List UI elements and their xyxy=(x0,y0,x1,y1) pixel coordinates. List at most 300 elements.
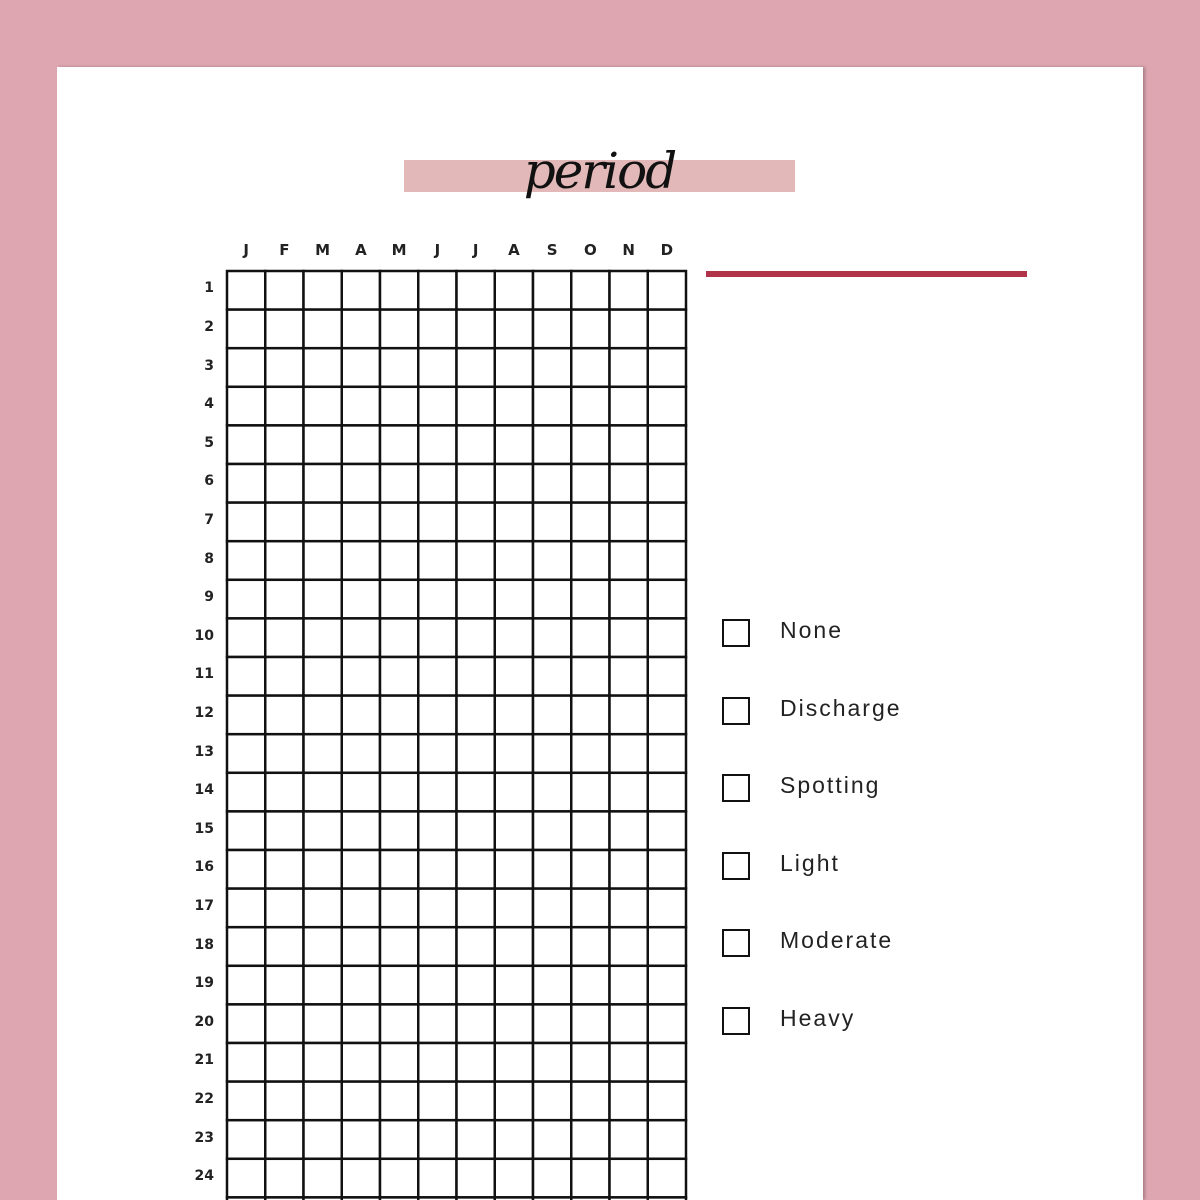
grid-cell[interactable] xyxy=(265,1004,303,1043)
grid-cell[interactable] xyxy=(304,271,342,310)
grid-cell[interactable] xyxy=(227,966,265,1005)
grid-cell[interactable] xyxy=(495,618,533,657)
grid-cell[interactable] xyxy=(571,811,609,850)
grid-cell[interactable] xyxy=(610,773,648,812)
grid-cell[interactable] xyxy=(495,1159,533,1198)
grid-cell[interactable] xyxy=(342,618,380,657)
grid-cell[interactable] xyxy=(495,387,533,426)
grid-cell[interactable] xyxy=(533,271,571,310)
grid-cell[interactable] xyxy=(533,580,571,619)
grid-cell[interactable] xyxy=(380,618,418,657)
grid-cell[interactable] xyxy=(457,696,495,735)
legend-checkbox[interactable] xyxy=(722,619,750,647)
grid-cell[interactable] xyxy=(648,850,686,889)
grid-cell[interactable] xyxy=(610,310,648,349)
grid-cell[interactable] xyxy=(457,271,495,310)
grid-cell[interactable] xyxy=(533,696,571,735)
grid-cell[interactable] xyxy=(304,387,342,426)
grid-cell[interactable] xyxy=(304,425,342,464)
grid-cell[interactable] xyxy=(304,1004,342,1043)
grid-cell[interactable] xyxy=(380,889,418,928)
grid-cell[interactable] xyxy=(380,696,418,735)
grid-cell[interactable] xyxy=(533,618,571,657)
grid-cell[interactable] xyxy=(648,696,686,735)
grid-cell[interactable] xyxy=(227,271,265,310)
grid-cell[interactable] xyxy=(571,1043,609,1082)
grid-cell[interactable] xyxy=(648,1120,686,1159)
grid-cell[interactable] xyxy=(342,1043,380,1082)
grid-cell[interactable] xyxy=(533,927,571,966)
grid-cell[interactable] xyxy=(418,580,456,619)
grid-cell[interactable] xyxy=(571,503,609,542)
grid-cell[interactable] xyxy=(457,1043,495,1082)
grid-cell[interactable] xyxy=(533,889,571,928)
grid-cell[interactable] xyxy=(265,1159,303,1198)
day-label: 4 xyxy=(204,396,214,413)
grid-cell[interactable] xyxy=(571,348,609,387)
grid-cell[interactable] xyxy=(495,1043,533,1082)
grid-cell[interactable] xyxy=(533,1004,571,1043)
grid-cell[interactable] xyxy=(227,850,265,889)
grid-cell[interactable] xyxy=(457,850,495,889)
grid-cell[interactable] xyxy=(457,1082,495,1121)
grid-cell[interactable] xyxy=(380,503,418,542)
grid-cell[interactable] xyxy=(380,541,418,580)
grid-cell[interactable] xyxy=(610,1159,648,1198)
grid-cell[interactable] xyxy=(418,541,456,580)
grid-cell[interactable] xyxy=(495,464,533,503)
grid-cell[interactable] xyxy=(418,464,456,503)
grid-cell[interactable] xyxy=(495,696,533,735)
grid-cell[interactable] xyxy=(648,310,686,349)
grid-cell[interactable] xyxy=(342,657,380,696)
grid-cell[interactable] xyxy=(610,889,648,928)
grid-cell[interactable] xyxy=(265,541,303,580)
grid-cell[interactable] xyxy=(265,580,303,619)
grid-cell[interactable] xyxy=(227,696,265,735)
grid-cell[interactable] xyxy=(610,1082,648,1121)
grid-cell[interactable] xyxy=(571,541,609,580)
grid-cell[interactable] xyxy=(265,271,303,310)
grid-cell[interactable] xyxy=(265,696,303,735)
grid-cell[interactable] xyxy=(648,1082,686,1121)
grid-cell[interactable] xyxy=(495,657,533,696)
grid-cell[interactable] xyxy=(227,657,265,696)
grid-cell[interactable] xyxy=(342,464,380,503)
grid-cell[interactable] xyxy=(380,1082,418,1121)
grid-cell[interactable] xyxy=(342,1159,380,1198)
grid-cell[interactable] xyxy=(227,541,265,580)
grid-cell[interactable] xyxy=(533,966,571,1005)
grid-cell[interactable] xyxy=(265,1082,303,1121)
grid-cell[interactable] xyxy=(610,503,648,542)
grid-cell[interactable] xyxy=(418,811,456,850)
grid-cell[interactable] xyxy=(571,657,609,696)
grid-cell[interactable] xyxy=(380,734,418,773)
grid-cell[interactable] xyxy=(342,271,380,310)
grid-cell[interactable] xyxy=(610,1120,648,1159)
grid-cell[interactable] xyxy=(610,1004,648,1043)
grid-cell[interactable] xyxy=(495,271,533,310)
grid-cell[interactable] xyxy=(265,464,303,503)
grid-cell[interactable] xyxy=(533,773,571,812)
grid-cell[interactable] xyxy=(304,696,342,735)
grid-cell[interactable] xyxy=(495,811,533,850)
grid-cell[interactable] xyxy=(648,734,686,773)
grid-cell[interactable] xyxy=(304,503,342,542)
grid-cell[interactable] xyxy=(610,541,648,580)
grid-cell[interactable] xyxy=(304,966,342,1005)
grid-cell[interactable] xyxy=(265,966,303,1005)
grid-cell[interactable] xyxy=(571,271,609,310)
grid-cell[interactable] xyxy=(495,580,533,619)
grid-cell[interactable] xyxy=(342,310,380,349)
grid-cell[interactable] xyxy=(227,348,265,387)
grid-cell[interactable] xyxy=(457,503,495,542)
grid-cell[interactable] xyxy=(304,464,342,503)
grid-cell[interactable] xyxy=(571,889,609,928)
grid-cell[interactable] xyxy=(495,927,533,966)
grid-cell[interactable] xyxy=(227,580,265,619)
grid-cell[interactable] xyxy=(457,580,495,619)
grid-cell[interactable] xyxy=(227,310,265,349)
grid-cell[interactable] xyxy=(571,310,609,349)
grid-cell[interactable] xyxy=(610,811,648,850)
grid-cell[interactable] xyxy=(380,1043,418,1082)
grid-cell[interactable] xyxy=(610,618,648,657)
grid-cell[interactable] xyxy=(342,734,380,773)
grid-cell[interactable] xyxy=(265,425,303,464)
grid-cell[interactable] xyxy=(227,1159,265,1198)
grid-cell[interactable] xyxy=(265,850,303,889)
grid-cell[interactable] xyxy=(342,773,380,812)
grid-cell[interactable] xyxy=(380,1004,418,1043)
grid-cell[interactable] xyxy=(304,1043,342,1082)
grid-cell[interactable] xyxy=(648,618,686,657)
grid-cell[interactable] xyxy=(610,387,648,426)
grid-cell[interactable] xyxy=(571,1082,609,1121)
grid-cell[interactable] xyxy=(418,966,456,1005)
grid-cell[interactable] xyxy=(304,1120,342,1159)
grid-cell[interactable] xyxy=(227,734,265,773)
grid-cell[interactable] xyxy=(304,310,342,349)
grid-cell[interactable] xyxy=(495,503,533,542)
grid-cell[interactable] xyxy=(418,1043,456,1082)
grid-cell[interactable] xyxy=(418,657,456,696)
grid-cell[interactable] xyxy=(265,734,303,773)
grid-cell[interactable] xyxy=(380,464,418,503)
grid-cell[interactable] xyxy=(227,1120,265,1159)
grid-cell[interactable] xyxy=(342,425,380,464)
grid-cell[interactable] xyxy=(495,850,533,889)
grid-cell[interactable] xyxy=(571,387,609,426)
grid-cell[interactable] xyxy=(227,387,265,426)
grid-cell[interactable] xyxy=(610,734,648,773)
grid-cell[interactable] xyxy=(457,387,495,426)
grid-cell[interactable] xyxy=(342,850,380,889)
grid-cell[interactable] xyxy=(648,387,686,426)
grid-cell[interactable] xyxy=(648,348,686,387)
grid-cell[interactable] xyxy=(227,889,265,928)
grid-cell[interactable] xyxy=(418,310,456,349)
grid-cell[interactable] xyxy=(457,464,495,503)
grid-cell[interactable] xyxy=(304,850,342,889)
grid-cell[interactable] xyxy=(571,850,609,889)
grid-cell[interactable] xyxy=(227,503,265,542)
grid-cell[interactable] xyxy=(265,773,303,812)
grid-cell[interactable] xyxy=(380,657,418,696)
grid-cell[interactable] xyxy=(227,464,265,503)
grid-cell[interactable] xyxy=(457,927,495,966)
grid-cell[interactable] xyxy=(533,541,571,580)
grid-cell[interactable] xyxy=(648,889,686,928)
grid-cell[interactable] xyxy=(495,1120,533,1159)
grid-cell[interactable] xyxy=(648,1043,686,1082)
grid-cell[interactable] xyxy=(342,1004,380,1043)
grid-cell[interactable] xyxy=(571,618,609,657)
grid-cell[interactable] xyxy=(610,271,648,310)
grid-cell[interactable] xyxy=(648,464,686,503)
grid-cell[interactable] xyxy=(304,811,342,850)
grid-cell[interactable] xyxy=(342,927,380,966)
grid-cell[interactable] xyxy=(418,927,456,966)
grid-cell[interactable] xyxy=(227,1043,265,1082)
grid-cell[interactable] xyxy=(457,657,495,696)
grid-cell[interactable] xyxy=(342,696,380,735)
grid-cell[interactable] xyxy=(380,850,418,889)
grid-cell[interactable] xyxy=(610,1043,648,1082)
grid-cell[interactable] xyxy=(648,503,686,542)
grid-cell[interactable] xyxy=(571,580,609,619)
grid-cell[interactable] xyxy=(227,811,265,850)
grid-cell[interactable] xyxy=(533,310,571,349)
grid-cell[interactable] xyxy=(418,1082,456,1121)
grid-cell[interactable] xyxy=(610,580,648,619)
grid-cell[interactable] xyxy=(457,773,495,812)
grid-cell[interactable] xyxy=(418,1120,456,1159)
grid-cell[interactable] xyxy=(457,1159,495,1198)
day-label: 16 xyxy=(194,859,214,876)
grid-cell[interactable] xyxy=(304,1082,342,1121)
grid-cell[interactable] xyxy=(304,734,342,773)
grid-cell[interactable] xyxy=(380,387,418,426)
grid-cell[interactable] xyxy=(610,966,648,1005)
grid-cell[interactable] xyxy=(648,271,686,310)
grid-cell[interactable] xyxy=(265,1120,303,1159)
grid-cell[interactable] xyxy=(304,580,342,619)
grid-cell[interactable] xyxy=(380,271,418,310)
grid-cell[interactable] xyxy=(533,734,571,773)
grid-cell[interactable] xyxy=(457,1004,495,1043)
grid-cell[interactable] xyxy=(533,503,571,542)
grid-cell[interactable] xyxy=(418,1004,456,1043)
grid-cell[interactable] xyxy=(571,425,609,464)
grid-cell[interactable] xyxy=(380,773,418,812)
grid-cell[interactable] xyxy=(533,811,571,850)
grid-cell[interactable] xyxy=(418,773,456,812)
grid-cell[interactable] xyxy=(571,464,609,503)
grid-cell[interactable] xyxy=(265,503,303,542)
grid-cell[interactable] xyxy=(610,348,648,387)
grid-cell[interactable] xyxy=(380,927,418,966)
grid-cell[interactable] xyxy=(265,1043,303,1082)
grid-cell[interactable] xyxy=(495,310,533,349)
grid-cell[interactable] xyxy=(227,1082,265,1121)
grid-cell[interactable] xyxy=(610,927,648,966)
grid-cell[interactable] xyxy=(342,811,380,850)
grid-cell[interactable] xyxy=(457,541,495,580)
grid-cell[interactable] xyxy=(648,1159,686,1198)
grid-cell[interactable] xyxy=(457,889,495,928)
grid-cell[interactable] xyxy=(495,773,533,812)
grid-cell[interactable] xyxy=(457,734,495,773)
grid-cell[interactable] xyxy=(418,425,456,464)
grid-cell[interactable] xyxy=(304,927,342,966)
grid-cell[interactable] xyxy=(648,966,686,1005)
grid-cell[interactable] xyxy=(495,348,533,387)
grid-cell[interactable] xyxy=(648,657,686,696)
grid-cell[interactable] xyxy=(495,1004,533,1043)
grid-cell[interactable] xyxy=(418,271,456,310)
grid-cell[interactable] xyxy=(571,1004,609,1043)
grid-cell[interactable] xyxy=(304,1159,342,1198)
grid-cell[interactable] xyxy=(304,541,342,580)
day-label: 14 xyxy=(194,782,214,799)
grid-cell[interactable] xyxy=(265,889,303,928)
grid-cell[interactable] xyxy=(265,811,303,850)
grid-cell[interactable] xyxy=(227,425,265,464)
grid-cell[interactable] xyxy=(610,464,648,503)
grid-cell[interactable] xyxy=(304,889,342,928)
grid-cell[interactable] xyxy=(571,1159,609,1198)
grid-cell[interactable] xyxy=(533,1159,571,1198)
grid-cell[interactable] xyxy=(495,966,533,1005)
grid-cell[interactable] xyxy=(265,927,303,966)
grid-cell[interactable] xyxy=(571,1120,609,1159)
grid-cell[interactable] xyxy=(648,773,686,812)
grid-cell[interactable] xyxy=(418,889,456,928)
grid-cell[interactable] xyxy=(342,541,380,580)
grid-cell[interactable] xyxy=(457,618,495,657)
grid-cell[interactable] xyxy=(380,1159,418,1198)
grid-cell[interactable] xyxy=(342,348,380,387)
grid-cell[interactable] xyxy=(610,850,648,889)
grid-cell[interactable] xyxy=(380,348,418,387)
grid-cell[interactable] xyxy=(380,425,418,464)
grid-cell[interactable] xyxy=(227,773,265,812)
grid-cell[interactable] xyxy=(533,464,571,503)
grid-cell[interactable] xyxy=(227,927,265,966)
grid-cell[interactable] xyxy=(571,966,609,1005)
grid-cell[interactable] xyxy=(418,734,456,773)
grid-cell[interactable] xyxy=(342,1082,380,1121)
grid-cell[interactable] xyxy=(304,657,342,696)
legend-checkbox[interactable] xyxy=(722,852,750,880)
grid-cell[interactable] xyxy=(495,541,533,580)
grid-cell[interactable] xyxy=(227,1004,265,1043)
grid-cell[interactable] xyxy=(533,387,571,426)
grid-cell[interactable] xyxy=(457,425,495,464)
day-label: 9 xyxy=(204,589,214,606)
grid-cell[interactable] xyxy=(533,850,571,889)
grid-cell[interactable] xyxy=(648,1004,686,1043)
grid-cell[interactable] xyxy=(342,387,380,426)
grid-cell[interactable] xyxy=(265,348,303,387)
grid-cell[interactable] xyxy=(342,966,380,1005)
grid-cell[interactable] xyxy=(610,657,648,696)
grid-cell[interactable] xyxy=(495,734,533,773)
grid-cell[interactable] xyxy=(648,541,686,580)
grid-cell[interactable] xyxy=(648,425,686,464)
grid-cell[interactable] xyxy=(457,348,495,387)
grid-cell[interactable] xyxy=(227,618,265,657)
grid-cell[interactable] xyxy=(648,811,686,850)
grid-cell[interactable] xyxy=(418,696,456,735)
grid-cell[interactable] xyxy=(380,966,418,1005)
grid-cell[interactable] xyxy=(457,966,495,1005)
grid-cell[interactable] xyxy=(648,580,686,619)
grid-cell[interactable] xyxy=(533,1120,571,1159)
grid-cell[interactable] xyxy=(533,1082,571,1121)
grid-cell[interactable] xyxy=(495,425,533,464)
day-label: 11 xyxy=(194,666,214,683)
grid-cell[interactable] xyxy=(495,1082,533,1121)
grid-cell[interactable] xyxy=(265,618,303,657)
grid-cell[interactable] xyxy=(533,1043,571,1082)
grid-cell[interactable] xyxy=(418,618,456,657)
grid-cell[interactable] xyxy=(265,310,303,349)
grid-cell[interactable] xyxy=(380,580,418,619)
grid-cell[interactable] xyxy=(533,657,571,696)
grid-cell[interactable] xyxy=(571,773,609,812)
grid-cell[interactable] xyxy=(457,310,495,349)
grid-cell[interactable] xyxy=(342,889,380,928)
grid-cell[interactable] xyxy=(418,503,456,542)
grid-cell[interactable] xyxy=(380,1120,418,1159)
grid-cell[interactable] xyxy=(380,811,418,850)
grid-cell[interactable] xyxy=(571,927,609,966)
grid-cell[interactable] xyxy=(342,503,380,542)
grid-cell[interactable] xyxy=(380,310,418,349)
grid-cell[interactable] xyxy=(418,387,456,426)
grid-cell[interactable] xyxy=(304,618,342,657)
grid-cell[interactable] xyxy=(304,773,342,812)
grid-cell[interactable] xyxy=(457,811,495,850)
legend-checkbox[interactable] xyxy=(722,929,750,957)
grid-cell[interactable] xyxy=(265,657,303,696)
grid-cell[interactable] xyxy=(418,850,456,889)
grid-cell[interactable] xyxy=(418,1159,456,1198)
grid-cell[interactable] xyxy=(342,580,380,619)
legend-checkbox[interactable] xyxy=(722,1007,750,1035)
grid-cell[interactable] xyxy=(571,734,609,773)
grid-cell[interactable] xyxy=(418,348,456,387)
grid-cell[interactable] xyxy=(571,696,609,735)
grid-cell[interactable] xyxy=(304,348,342,387)
legend-checkbox[interactable] xyxy=(722,774,750,802)
grid-cell[interactable] xyxy=(648,927,686,966)
day-label: 21 xyxy=(194,1052,214,1069)
grid-cell[interactable] xyxy=(265,387,303,426)
legend-checkbox[interactable] xyxy=(722,697,750,725)
grid-cell[interactable] xyxy=(533,348,571,387)
grid-cell[interactable] xyxy=(342,1120,380,1159)
grid-cell[interactable] xyxy=(495,889,533,928)
grid-cell[interactable] xyxy=(457,1120,495,1159)
grid-cell[interactable] xyxy=(610,696,648,735)
grid-cell[interactable] xyxy=(610,425,648,464)
grid-cell[interactable] xyxy=(533,425,571,464)
